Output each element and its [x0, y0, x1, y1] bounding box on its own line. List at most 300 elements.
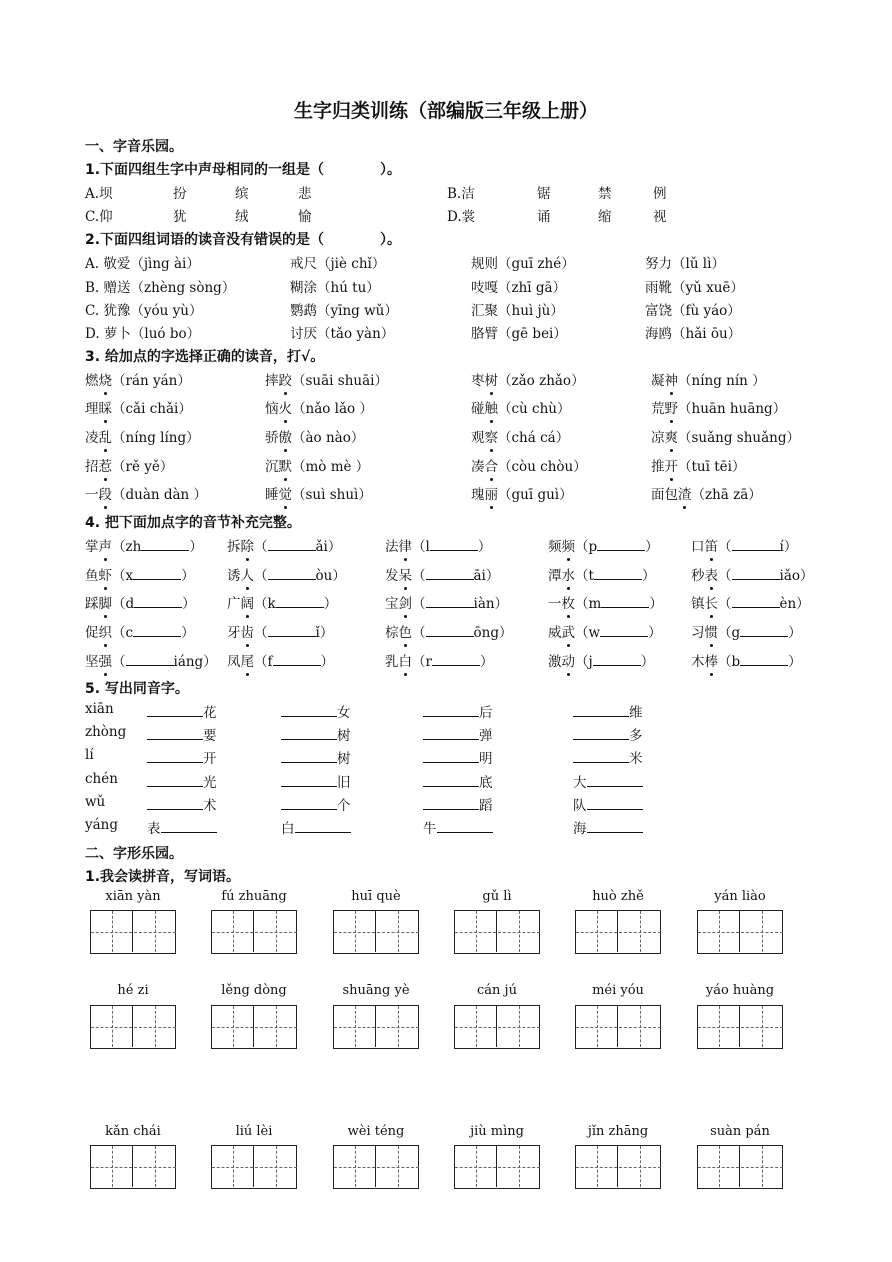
q4-item — [385, 621, 512, 641]
q5-fill-blank[interactable] — [147, 795, 203, 810]
q5-fill-blank[interactable] — [147, 702, 203, 717]
q3-dotted-char: 野 — [664, 401, 678, 417]
q4-dotted-char: 人 — [240, 568, 254, 584]
writing-cell[interactable] — [377, 911, 419, 952]
q4-word-char: 宝 — [385, 596, 399, 612]
writing-cell[interactable] — [698, 1146, 740, 1187]
q3-row — [85, 426, 825, 448]
pinyin-label: shuāng yè — [342, 983, 410, 998]
q4-dotted-char: 阔 — [240, 596, 254, 612]
writing-cell[interactable] — [619, 1146, 661, 1187]
q4-syllable-suffix: ǐ） — [315, 625, 334, 641]
q4-word-char: 掌 — [85, 539, 99, 555]
q4-fill-blank[interactable] — [276, 593, 324, 608]
q4-item — [548, 621, 662, 641]
q3-item — [265, 426, 364, 446]
q4-word-char: 棕 — [385, 625, 399, 641]
q4-dotted-char: 虾 — [98, 568, 112, 584]
q4-syllable-suffix: iáng） — [173, 654, 217, 670]
q3-word-char: 招 — [85, 459, 99, 475]
q4-syllable-suffix: ） — [788, 654, 802, 670]
q3-word-char: 荒 — [651, 401, 665, 417]
q5-char: 蹈 — [479, 798, 493, 814]
q4-fill-blank[interactable] — [430, 536, 478, 551]
q3-pinyin-options: （suǎng shuǎng） — [678, 430, 801, 446]
pinyin-label: yáo huàng — [705, 983, 775, 998]
q4-syllable-suffix: iàn） — [473, 596, 509, 612]
q3-item — [265, 369, 388, 389]
q4-fill-blank[interactable] — [273, 651, 321, 666]
q4-syllable-prefix: （ — [254, 625, 268, 641]
q2-row — [85, 276, 825, 298]
q4-syllable-suffix: ） — [788, 625, 802, 641]
q4-dotted-char: 尾 — [240, 654, 254, 670]
q3-word-char: 面包 — [651, 487, 678, 503]
q5-fill-blank[interactable] — [147, 725, 203, 740]
q5-row — [85, 794, 825, 816]
q3-dotted-char: 渣 — [678, 487, 692, 503]
q3-item — [265, 397, 373, 417]
q3-pinyin-options: （zhā zā） — [691, 487, 762, 503]
q5-fill-blank[interactable] — [437, 818, 493, 833]
q4-title: 4. 把下面加点字的音节补充完整。 — [85, 515, 301, 531]
q5-fill-blank[interactable] — [147, 772, 203, 787]
q1-b-4: 例 — [653, 186, 667, 202]
q4-item — [227, 592, 337, 612]
q5-item — [147, 701, 217, 721]
q5-fill-blank[interactable] — [587, 795, 643, 810]
writing-box[interactable] — [697, 1145, 783, 1189]
q3-word-char: 凑 — [471, 459, 485, 475]
q4-dotted-char: 织 — [98, 625, 112, 641]
q4-word-char: 木 — [691, 654, 705, 670]
q1-a-2: 扮 — [173, 186, 187, 202]
writing-box[interactable] — [697, 1005, 783, 1049]
q3-word-char: 理 — [85, 401, 99, 417]
q3-row — [85, 455, 825, 477]
q3-pinyin-options: （suāi shuāi） — [292, 373, 388, 389]
q3-word-char: 碰 — [471, 401, 485, 417]
q3-pinyin-options: （mò mè ） — [292, 459, 370, 475]
writing-box[interactable] — [697, 910, 783, 954]
writing-box[interactable] — [90, 910, 176, 954]
q3-word-char: 沉 — [265, 459, 279, 475]
q5-char: 米 — [629, 751, 643, 767]
q4-syllable-prefix: （b — [718, 654, 741, 670]
q4-word-char: 促 — [85, 625, 99, 641]
q3-dotted-char: 火 — [278, 401, 292, 417]
writing-cell[interactable] — [576, 1006, 618, 1047]
writing-box[interactable] — [90, 1005, 176, 1049]
pinyin-label: gǔ lì — [482, 889, 512, 904]
q5-char: 术 — [203, 798, 217, 814]
q3-dotted-char: 睬 — [98, 401, 112, 417]
q6-title: 1.我会读拼音，写词语。 — [85, 869, 241, 885]
q4-syllable-prefix: （ — [412, 596, 426, 612]
q5-char: 维 — [629, 705, 643, 721]
q5-row — [85, 701, 825, 723]
q4-dotted-char: 齿 — [240, 625, 254, 641]
q5-fill-blank[interactable] — [147, 748, 203, 763]
q5-item — [147, 817, 217, 837]
q4-fill-blank[interactable] — [268, 622, 316, 637]
q3-pinyin-options: （níng líng） — [112, 430, 200, 446]
q4-word-char: 乳 — [385, 654, 399, 670]
writing-cell[interactable] — [698, 911, 740, 952]
q3-word-char: 骄 — [265, 430, 279, 446]
q1-a-1: A.坝 — [85, 186, 113, 202]
q3-dotted-char: 烧 — [98, 373, 112, 389]
writing-box[interactable] — [454, 1145, 540, 1189]
q3-pinyin-options: （chá cá） — [498, 430, 570, 446]
q5-fill-blank[interactable] — [281, 702, 337, 717]
writing-cell[interactable] — [134, 1146, 176, 1187]
q4-syllable-prefix: （l — [412, 539, 430, 555]
q3-pinyin-options: （huān huāng） — [678, 401, 787, 417]
q5-fill-blank[interactable] — [161, 818, 217, 833]
q1-row-ab — [85, 182, 825, 204]
q4-syllable-prefix: （ — [718, 568, 732, 584]
q4-dotted-char: 水 — [561, 568, 575, 584]
writing-box[interactable] — [211, 910, 297, 954]
q5-char: 个 — [337, 798, 351, 814]
writing-box[interactable] — [333, 910, 419, 954]
q3-dotted-char: 触 — [484, 401, 498, 417]
q3-pinyin-options: （nǎo lǎo ） — [292, 401, 373, 417]
q2-item: 糊涂（hú tu） — [290, 280, 380, 296]
q3-item — [85, 455, 173, 475]
q4-item — [691, 535, 797, 555]
q5-char: 队 — [573, 798, 587, 814]
q4-fill-blank[interactable] — [732, 536, 780, 551]
q4-dotted-char: 脚 — [98, 596, 112, 612]
writing-cell[interactable] — [377, 1006, 419, 1047]
q4-fill-blank[interactable] — [126, 651, 174, 666]
section-2-heading: 二、字形乐园。 — [85, 846, 183, 862]
q5-item — [281, 724, 351, 744]
q5-pinyin: wǔ — [85, 794, 106, 810]
q4-syllable-suffix: ） — [641, 568, 656, 584]
q3-word-char: 凌 — [85, 430, 99, 446]
q3-dotted-char: 觉 — [278, 487, 292, 503]
writing-cell[interactable] — [741, 911, 783, 952]
q4-fill-blank[interactable] — [426, 593, 474, 608]
writing-cell[interactable] — [619, 911, 661, 952]
q1-a-4: 悲 — [298, 186, 312, 202]
q5-fill-blank[interactable] — [587, 818, 643, 833]
q4-fill-blank[interactable] — [426, 565, 474, 580]
q5-item — [423, 771, 493, 791]
writing-box[interactable] — [575, 1145, 661, 1189]
q5-char: 多 — [629, 728, 643, 744]
q5-item — [573, 817, 643, 837]
q4-syllable-suffix: ） — [477, 539, 492, 555]
q4-row — [85, 650, 825, 672]
q2-item: 规则（guī zhé） — [471, 256, 575, 272]
q3-word-char: 摔 — [265, 373, 279, 389]
pinyin-label: hé zi — [117, 983, 149, 998]
q5-fill-blank[interactable] — [423, 772, 479, 787]
q1-c-1: C.仰 — [85, 209, 113, 225]
q4-fill-blank[interactable] — [133, 565, 181, 580]
page-title: 生字归类训练（部编版三年级上册） — [293, 100, 598, 122]
q5-row — [85, 747, 825, 769]
q3-row — [85, 397, 825, 419]
q4-word-char: 发 — [385, 568, 399, 584]
q4-fill-blank[interactable] — [740, 622, 788, 637]
q5-fill-blank[interactable] — [423, 748, 479, 763]
q5-char: 花 — [203, 705, 217, 721]
pinyin-label: fú zhuāng — [221, 889, 287, 904]
q4-fill-blank[interactable] — [134, 593, 182, 608]
q4-fill-blank[interactable] — [601, 593, 649, 608]
q5-fill-blank[interactable] — [587, 772, 643, 787]
q5-item — [147, 747, 217, 767]
q4-item — [227, 564, 346, 584]
q4-word-char: 频 — [548, 539, 562, 555]
q3-word-char: 凝 — [651, 373, 665, 389]
writing-cell[interactable] — [212, 1006, 254, 1047]
q5-title: 5. 写出同音字。 — [85, 681, 189, 697]
writing-cell[interactable] — [741, 1006, 783, 1047]
q5-fill-blank[interactable] — [281, 795, 337, 810]
q5-pinyin: chén — [85, 771, 118, 787]
q3-item — [651, 369, 766, 389]
q5-fill-blank[interactable] — [281, 772, 337, 787]
q3-pinyin-options: （cù chù） — [498, 401, 571, 417]
writing-cell[interactable] — [698, 1006, 740, 1047]
q1-a-3: 缤 — [235, 186, 249, 202]
writing-cell[interactable] — [255, 911, 297, 952]
q3-item — [471, 369, 585, 389]
q3-dotted-char: 惹 — [98, 459, 112, 475]
pinyin-label: wèi téng — [347, 1124, 405, 1139]
writing-cell[interactable] — [498, 1146, 540, 1187]
writing-cell[interactable] — [576, 1146, 618, 1187]
q3-title: 3. 给加点的字选择正确的读音，打√。 — [85, 349, 325, 365]
q4-syllable-suffix: í） — [779, 539, 798, 555]
q4-item — [548, 592, 663, 612]
q5-fill-blank[interactable] — [423, 795, 479, 810]
q4-dotted-char: 剑 — [398, 596, 412, 612]
pinyin-label: jǐn zhāng — [587, 1124, 649, 1139]
q3-pinyin-options: （còu chòu） — [498, 459, 587, 475]
q4-item — [85, 535, 203, 555]
writing-box[interactable] — [575, 1005, 661, 1049]
q3-pinyin-options: （suì shuì） — [292, 487, 372, 503]
q5-char: 光 — [203, 775, 217, 791]
writing-cell[interactable] — [334, 911, 376, 952]
q4-row — [85, 564, 825, 586]
q5-item — [147, 771, 217, 791]
pinyin-label: lěng dòng — [221, 983, 287, 998]
q3-pinyin-options: （cǎi chǎi） — [112, 401, 192, 417]
q3-item — [471, 455, 587, 475]
q4-word-char: 威 — [548, 625, 562, 641]
q1-row-cd — [85, 205, 825, 227]
writing-cell[interactable] — [455, 1146, 497, 1187]
q5-char: 牛 — [423, 821, 437, 837]
writing-cell[interactable] — [498, 1006, 540, 1047]
q3-dotted-char: 丽 — [484, 487, 498, 503]
q3-dotted-char: 乱 — [98, 430, 112, 446]
q3-pinyin-options: （níng nín ） — [678, 373, 766, 389]
pinyin-label: huò zhě — [592, 889, 644, 904]
q4-word-char: 镇 — [691, 596, 705, 612]
q5-char: 白 — [281, 821, 295, 837]
writing-box[interactable] — [454, 1005, 540, 1049]
q4-fill-blank[interactable] — [732, 565, 780, 580]
q4-item — [691, 564, 814, 584]
q4-fill-blank[interactable] — [426, 622, 474, 637]
q4-syllable-suffix: ） — [323, 596, 338, 612]
q4-syllable-suffix: òu） — [315, 568, 346, 584]
writing-box[interactable] — [454, 910, 540, 954]
q4-fill-blank[interactable] — [141, 536, 189, 551]
pinyin-label: jiù mìng — [470, 1124, 524, 1139]
q4-dotted-char: 白 — [398, 654, 412, 670]
writing-cell[interactable] — [334, 1006, 376, 1047]
q4-dotted-char: 惯 — [704, 625, 718, 641]
q4-fill-blank[interactable] — [740, 651, 788, 666]
q4-syllable-prefix: （ — [112, 654, 126, 670]
pinyin-label: kǎn chái — [105, 1124, 161, 1139]
writing-box[interactable] — [211, 1005, 297, 1049]
writing-cell[interactable] — [498, 911, 540, 952]
writing-box[interactable] — [90, 1145, 176, 1189]
q3-item — [85, 397, 192, 417]
q4-syllable-prefix: （zh — [112, 539, 142, 555]
q4-dotted-char: 律 — [398, 539, 412, 555]
writing-cell[interactable] — [377, 1146, 419, 1187]
q5-fill-blank[interactable] — [295, 818, 351, 833]
q5-item — [281, 747, 351, 767]
q4-syllable-prefix: （g — [718, 625, 741, 641]
q4-item — [385, 564, 499, 584]
q4-syllable-suffix: ） — [479, 654, 494, 670]
q3-word-char: 瑰 — [471, 487, 485, 503]
q4-syllable-suffix: iǎo） — [779, 568, 814, 584]
q4-fill-blank[interactable] — [594, 565, 642, 580]
pinyin-label: cán jú — [477, 983, 517, 998]
q5-item — [573, 724, 643, 744]
writing-cell[interactable] — [619, 1006, 661, 1047]
q5-fill-blank[interactable] — [423, 702, 479, 717]
q5-char: 树 — [337, 728, 351, 744]
writing-cell[interactable] — [134, 1006, 176, 1047]
q4-fill-blank[interactable] — [732, 593, 780, 608]
q4-syllable-suffix: ） — [648, 625, 662, 641]
q4-dotted-char: 呆 — [398, 568, 412, 584]
q5-item — [423, 747, 493, 767]
writing-cell[interactable] — [91, 1146, 133, 1187]
q4-dotted-char: 笛 — [704, 539, 718, 555]
q3-pinyin-options: （duàn dàn ） — [112, 487, 208, 503]
writing-cell[interactable] — [212, 911, 254, 952]
writing-cell[interactable] — [91, 911, 133, 952]
writing-box[interactable] — [575, 910, 661, 954]
q5-fill-blank[interactable] — [423, 725, 479, 740]
q4-fill-blank[interactable] — [268, 536, 316, 551]
writing-cell[interactable] — [134, 911, 176, 952]
q3-item — [265, 483, 372, 503]
q4-item — [85, 564, 195, 584]
q5-item — [423, 701, 493, 721]
q1-c-4: 愉 — [298, 209, 312, 225]
q3-row — [85, 483, 825, 505]
q4-dotted-char: 棒 — [704, 654, 718, 670]
q4-syllable-suffix: èn） — [779, 596, 810, 612]
q2-item: D. 萝卜（luó bo） — [85, 326, 201, 342]
q4-word-char: 牙 — [227, 625, 241, 641]
q5-fill-blank[interactable] — [281, 748, 337, 763]
q5-fill-blank[interactable] — [573, 702, 629, 717]
q4-fill-blank[interactable] — [597, 536, 645, 551]
q2-row — [85, 299, 825, 321]
writing-box[interactable] — [211, 1145, 297, 1189]
q5-row — [85, 817, 825, 839]
q4-fill-blank[interactable] — [133, 622, 181, 637]
q4-dotted-char: 色 — [398, 625, 412, 641]
q4-syllable-suffix: ǎi） — [315, 539, 342, 555]
q5-fill-blank[interactable] — [281, 725, 337, 740]
q4-fill-blank[interactable] — [268, 565, 316, 580]
q3-dotted-char: 跤 — [278, 373, 292, 389]
q4-dotted-char: 表 — [704, 568, 718, 584]
q4-fill-blank[interactable] — [432, 651, 480, 666]
writing-cell[interactable] — [334, 1146, 376, 1187]
writing-cell[interactable] — [91, 1006, 133, 1047]
writing-box[interactable] — [333, 1145, 419, 1189]
q3-word-char: 燃 — [85, 373, 99, 389]
q4-syllable-prefix: （f — [254, 654, 273, 670]
q3-pinyin-options: （rě yě） — [112, 459, 174, 475]
q2-row — [85, 252, 825, 274]
q4-fill-blank[interactable] — [593, 651, 641, 666]
writing-box[interactable] — [333, 1005, 419, 1049]
q5-char: 大 — [573, 775, 587, 791]
q4-syllable-prefix: （m — [575, 596, 602, 612]
q2-item: A. 敬爱（jìng ài） — [85, 256, 200, 272]
q5-char: 明 — [479, 751, 493, 767]
pinyin-label: yán liào — [714, 889, 766, 904]
q5-fill-blank[interactable] — [573, 748, 629, 763]
q2-item: 戒尺（jiè chǐ） — [290, 256, 386, 272]
q4-syllable-prefix: （ — [254, 568, 268, 584]
writing-cell[interactable] — [255, 1146, 297, 1187]
q4-dotted-char: 除 — [240, 539, 254, 555]
q5-fill-blank[interactable] — [573, 725, 629, 740]
q5-char: 表 — [147, 821, 161, 837]
q4-word-char: 踩 — [85, 596, 99, 612]
q4-word-char: 鱼 — [85, 568, 99, 584]
writing-cell[interactable] — [741, 1146, 783, 1187]
q4-syllable-suffix: ） — [189, 539, 203, 555]
writing-cell[interactable] — [455, 911, 497, 952]
q3-item — [265, 455, 369, 475]
q4-item — [548, 650, 654, 670]
writing-cell[interactable] — [212, 1146, 254, 1187]
writing-cell[interactable] — [576, 911, 618, 952]
writing-cell[interactable] — [455, 1006, 497, 1047]
q1-d-2: 诵 — [537, 209, 551, 225]
q5-item — [423, 794, 493, 814]
q3-item — [651, 426, 800, 446]
q4-fill-blank[interactable] — [600, 622, 648, 637]
writing-cell[interactable] — [255, 1006, 297, 1047]
q4-syllable-prefix: （d — [112, 596, 135, 612]
q4-word-char: 法 — [385, 539, 399, 555]
